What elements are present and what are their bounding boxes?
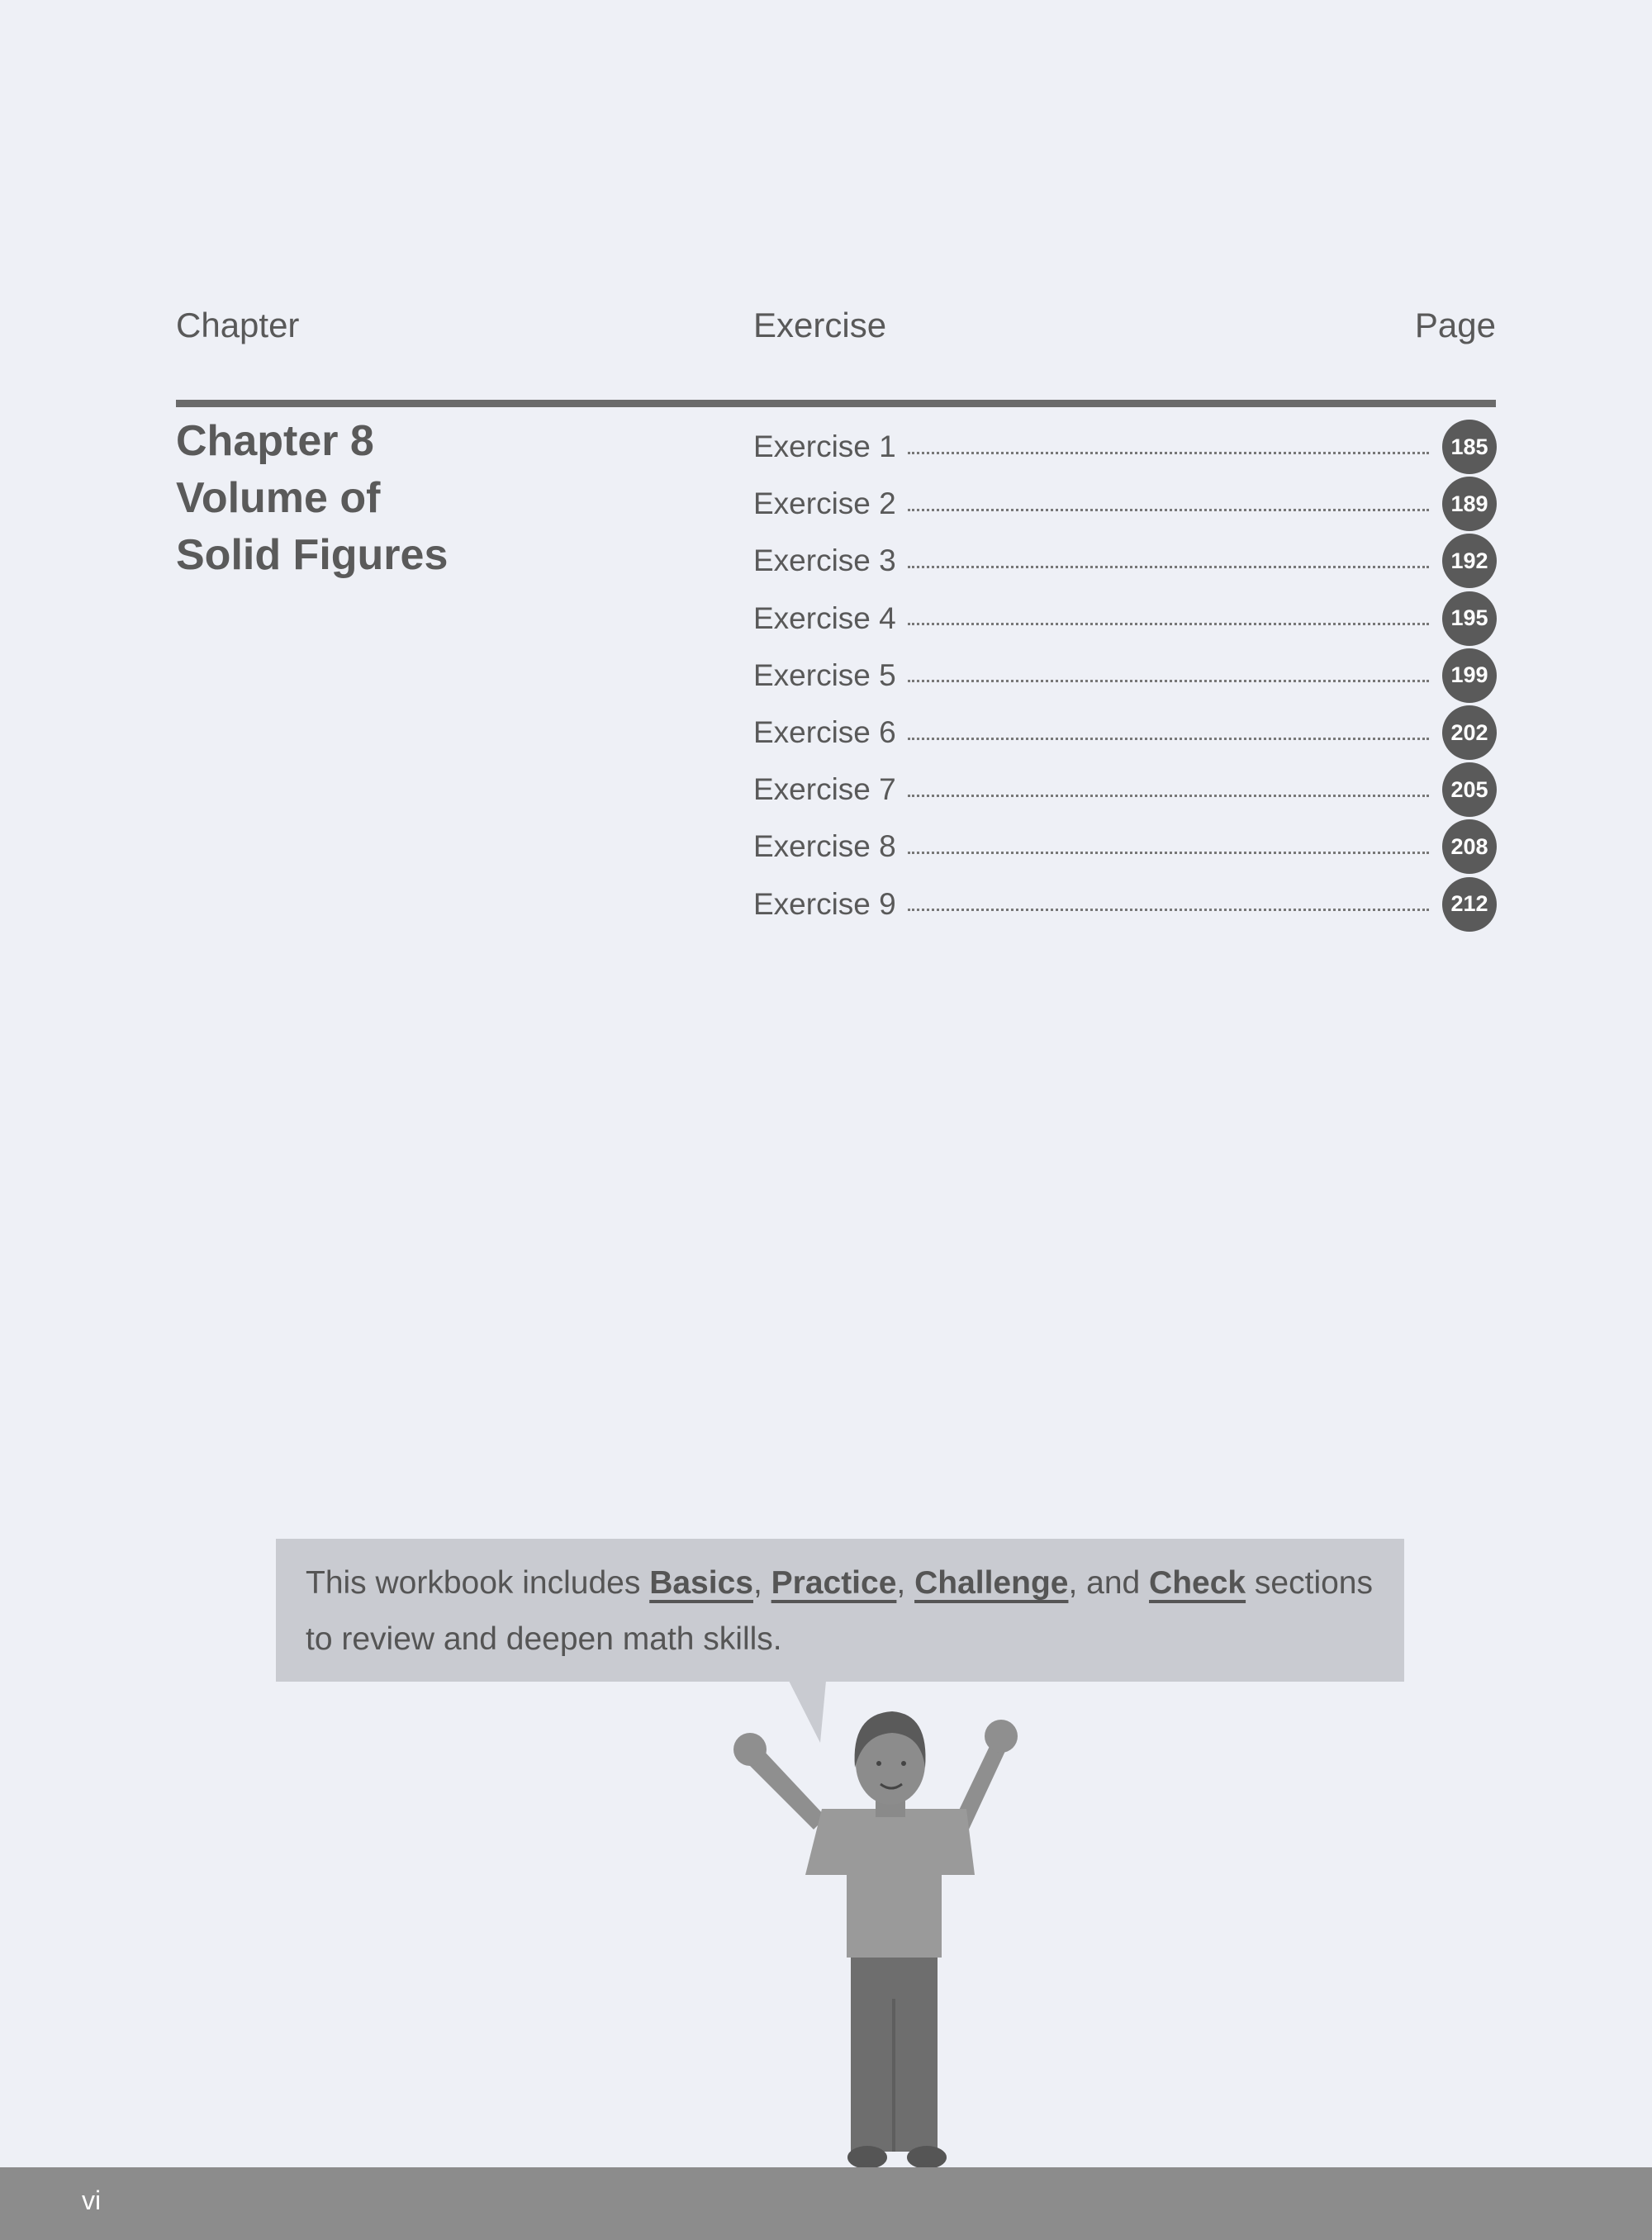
practice-term: Practice	[771, 1565, 897, 1601]
exercise-label: Exercise 1	[753, 429, 896, 463]
chapter-name-line2: Solid Figures	[176, 531, 449, 579]
page-number-badge: 189	[1442, 477, 1497, 531]
sep: ,	[896, 1565, 915, 1601]
column-header-chapter: Chapter	[176, 306, 300, 344]
exercise-label: Exercise 6	[753, 715, 896, 749]
page-number-badge: 192	[1442, 534, 1497, 588]
check-term: Check	[1149, 1565, 1246, 1601]
exercise-label: Exercise 4	[753, 600, 896, 635]
page-footer-bar	[0, 2167, 1652, 2240]
page-number-badge: 199	[1442, 648, 1497, 703]
speech-bubble-tail	[789, 1681, 826, 1743]
sep: , and	[1068, 1565, 1150, 1601]
exercise-label: Exercise 2	[753, 486, 896, 521]
basics-term: Basics	[649, 1565, 753, 1601]
exercise-label: Exercise 9	[753, 886, 896, 921]
sep: ,	[752, 1565, 771, 1601]
challenge-term: Challenge	[914, 1565, 1069, 1601]
shirt	[805, 1809, 975, 1958]
exercise-label: Exercise 7	[753, 772, 896, 807]
callout-intro: This workbook includes	[306, 1565, 650, 1601]
column-header-exercise: Exercise	[753, 306, 887, 344]
right-hand	[985, 1720, 1018, 1753]
exercise-label: Exercise 8	[753, 829, 896, 864]
page-number-badge: 202	[1442, 705, 1497, 760]
page-number-badge: 185	[1442, 420, 1497, 474]
callout-rest: sections to review and deepen math skills.	[306, 1565, 1373, 1657]
page-number-badge: 205	[1442, 762, 1497, 817]
left-shoe	[847, 2146, 887, 2169]
exercise-label: Exercise 3	[753, 543, 896, 578]
chapter-number: Chapter 8	[176, 417, 374, 465]
column-header-page: Page	[1414, 306, 1496, 344]
page-number-badge: 208	[1442, 819, 1497, 874]
right-shoe	[907, 2146, 947, 2169]
page-number-badge: 195	[1442, 591, 1497, 646]
page-number: vi	[82, 2185, 102, 2215]
page-number-badge: 212	[1442, 877, 1497, 932]
chapter-name-line1: Volume of	[176, 474, 381, 522]
left-hand	[733, 1733, 767, 1766]
exercise-label: Exercise 5	[753, 657, 896, 692]
